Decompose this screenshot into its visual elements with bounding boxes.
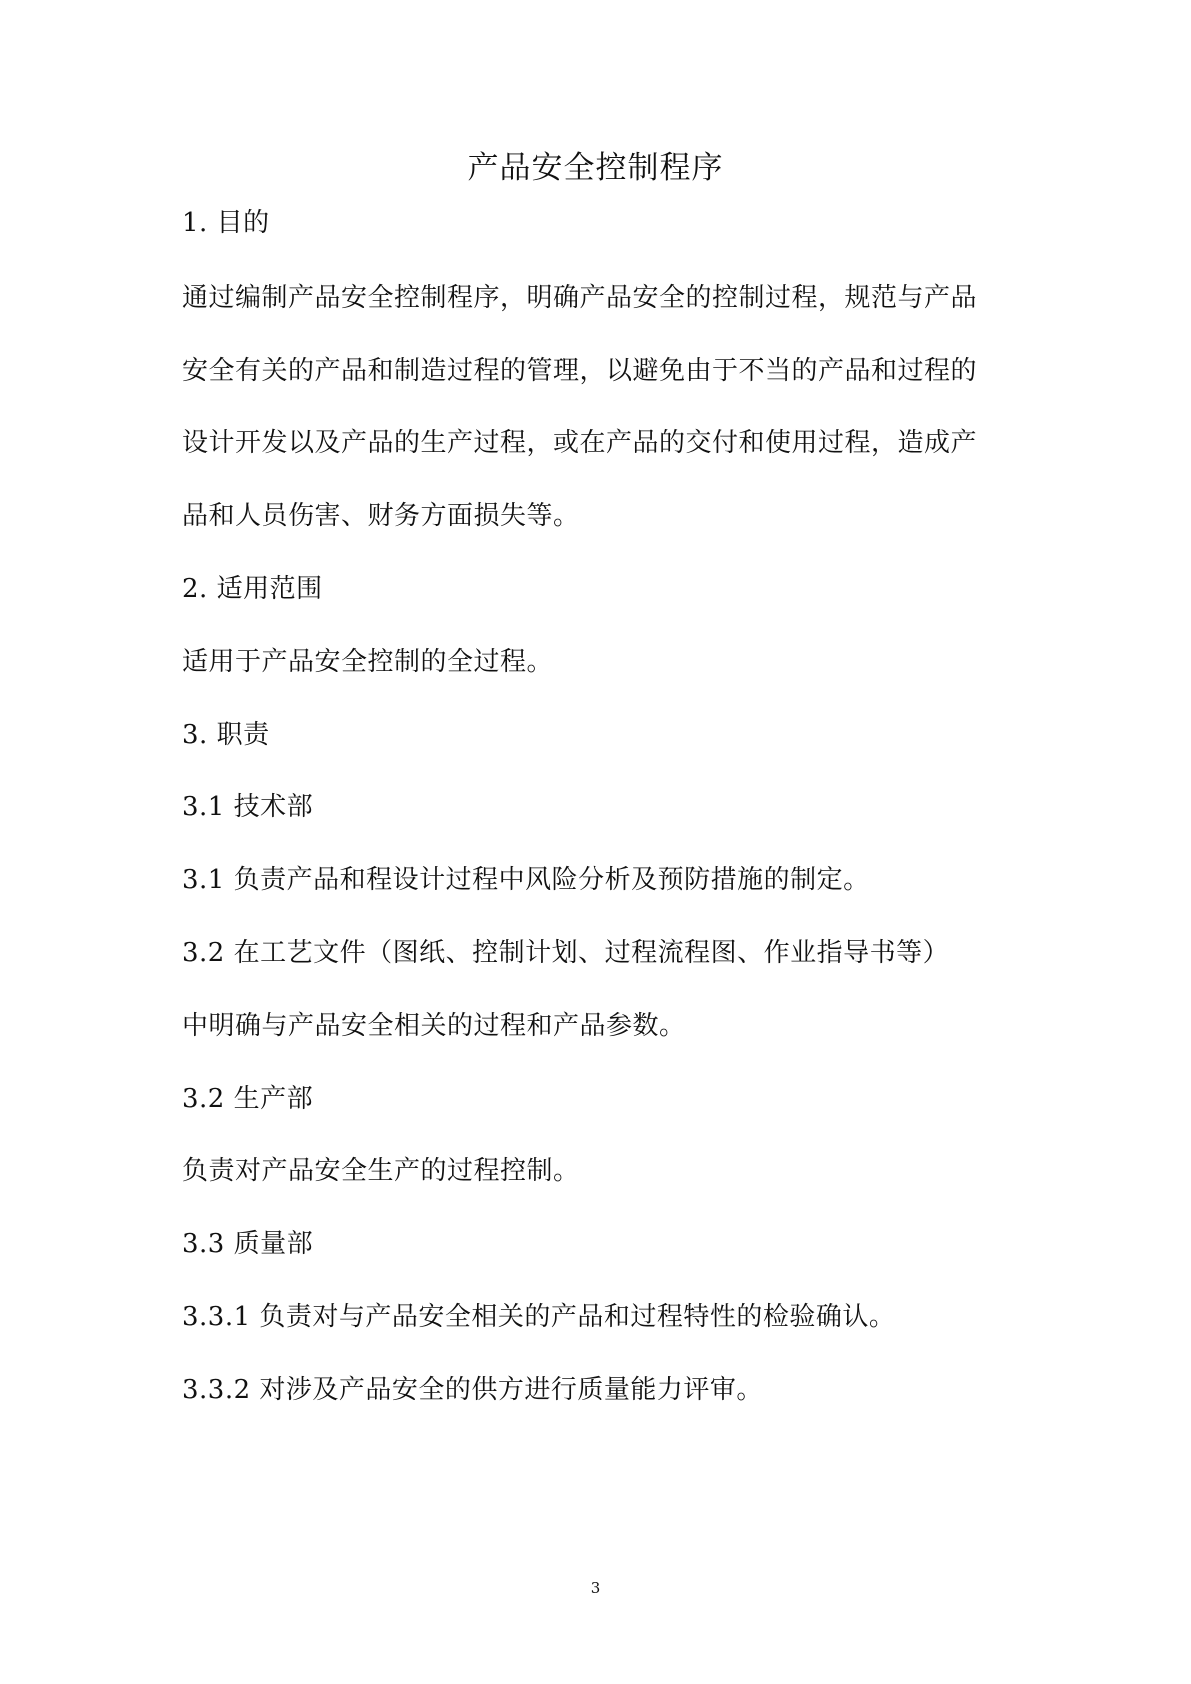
paragraph-line: 品和人员伤害、财务方面损失等。 — [182, 501, 580, 531]
paragraph-line: 负责对产品安全生产的过程控制。 — [182, 1156, 580, 1186]
paragraph-line: 中明确与产品安全相关的过程和产品参数。 — [182, 1011, 686, 1041]
paragraph-line: 设计开发以及产品的生产过程，或在产品的交付和使用过程，造成产 — [182, 428, 978, 458]
page-number: 3 — [590, 1579, 601, 1597]
paragraph-line: 安全有关的产品和制造过程的管理，以避免由于不当的产品和过程的 — [182, 356, 978, 386]
paragraph-line: 3.3.2 对涉及产品安全的供方进行质量能力评审。 — [182, 1375, 763, 1405]
section-heading-responsibilities: 3. 职责 — [182, 720, 270, 750]
section-heading-scope: 2. 适用范围 — [182, 574, 323, 604]
paragraph-line: 3.1 负责产品和程设计过程中风险分析及预防措施的制定。 — [182, 865, 870, 895]
subsection-heading-technical: 3.1 技术部 — [182, 792, 314, 822]
subsection-heading-production: 3.2 生产部 — [182, 1084, 314, 1114]
subsection-heading-quality: 3.3 质量部 — [182, 1229, 314, 1259]
paragraph-line: 3.3.1 负责对与产品安全相关的产品和过程特性的检验确认。 — [182, 1302, 896, 1332]
section-heading-purpose: 1. 目的 — [182, 208, 270, 238]
paragraph-line: 通过编制产品安全控制程序，明确产品安全的控制过程，规范与产品 — [182, 283, 978, 313]
document-title: 产品安全控制程序 — [467, 150, 724, 186]
paragraph-line: 3.2 在工艺文件（图纸、控制计划、过程流程图、作业指导书等） — [182, 938, 950, 968]
paragraph-line: 适用于产品安全控制的全过程。 — [182, 647, 554, 677]
